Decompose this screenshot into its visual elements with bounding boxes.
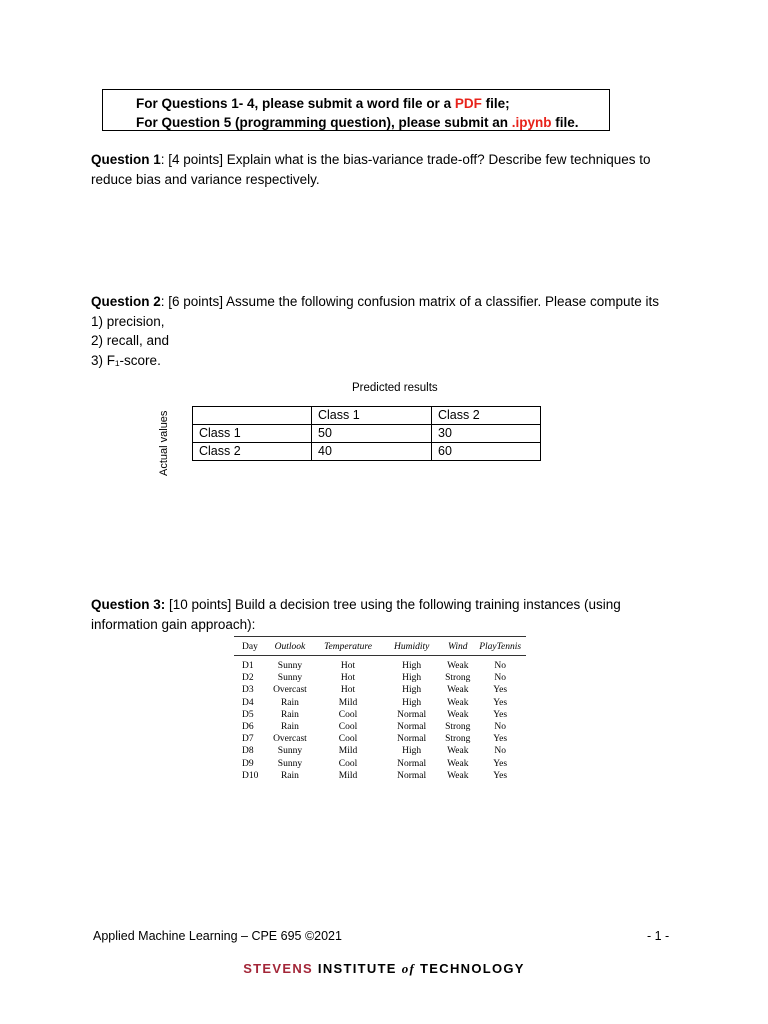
table-cell: D7: [242, 734, 254, 745]
value-cell: 50: [312, 425, 432, 443]
table-cell: High: [402, 661, 422, 671]
table-row: [234, 745, 526, 757]
table-cell: Strong: [445, 734, 471, 745]
table-cell: Mild: [338, 746, 358, 757]
table-row: [234, 684, 526, 696]
confusion-matrix-caption: Predicted results: [352, 382, 438, 394]
table-cell: High: [402, 746, 422, 757]
table-cell: Rain: [280, 697, 299, 708]
table-cell: Cool: [338, 709, 358, 720]
table-cell: Normal: [397, 709, 427, 720]
footer-page-number: - 1 -: [647, 929, 670, 943]
table-cell: No: [494, 673, 506, 684]
submission-notice-box: [102, 89, 610, 131]
table-cell: Sunny: [277, 758, 303, 769]
table-cell: No: [494, 661, 506, 671]
table-cell: Yes: [493, 770, 508, 781]
training-table-body: [234, 656, 526, 782]
question-1-label: Question 1: [91, 152, 161, 167]
header-cell: Class 2: [432, 407, 541, 425]
table-row: [234, 733, 526, 745]
table-cell: Yes: [493, 685, 508, 696]
table-cell: Rain: [280, 770, 299, 781]
column-header: Outlook: [274, 642, 306, 652]
table-cell: D5: [242, 709, 254, 720]
table-row: [234, 697, 526, 709]
table-cell: Overcast: [273, 734, 307, 745]
header-cell: Class 1: [312, 407, 432, 425]
table-cell: Yes: [493, 709, 508, 720]
table-cell: Yes: [493, 758, 508, 769]
value-cell: 40: [312, 443, 432, 461]
column-header: Wind: [448, 642, 468, 652]
notice-line-1: For Questions 1- 4, please submit a word file or a PDF file;: [136, 96, 510, 111]
notice-line-2: For Question 5 (programming question), please submit an .ipynb file.: [136, 115, 579, 130]
table-cell: Normal: [397, 758, 427, 769]
question-1: [91, 150, 691, 189]
table-cell: Hot: [340, 685, 356, 696]
row-label-cell: Class 1: [193, 425, 312, 443]
table-row: [234, 770, 526, 782]
table-cell: Overcast: [273, 685, 307, 696]
stevens-brand-logo: STEVENS INSTITUTE of TECHNOLOGY: [243, 961, 525, 976]
table-cell: No: [494, 722, 506, 733]
table-cell: Cool: [338, 722, 358, 733]
table-cell: Strong: [445, 673, 471, 684]
question-3-text: [10 points] Build a decision tree using the following training instances (using information gain approach):: [91, 597, 621, 632]
table-cell: Yes: [493, 734, 508, 745]
table-cell: D10: [242, 770, 259, 781]
table-cell: Sunny: [277, 746, 303, 757]
question-3: [91, 595, 691, 634]
training-table-header: [234, 637, 526, 652]
table-cell: Rain: [280, 709, 299, 720]
column-header: Day: [242, 642, 258, 652]
table-cell: Hot: [340, 673, 356, 684]
pdf-highlight: PDF: [454, 96, 482, 111]
ipynb-highlight: .ipynb: [511, 115, 552, 130]
question-2-label: Question 2: [91, 294, 161, 309]
table-cell: Strong: [445, 722, 471, 733]
row-label-cell: Class 2: [193, 443, 312, 461]
value-cell: 60: [432, 443, 541, 461]
table-cell: Weak: [447, 661, 469, 671]
table-row: [234, 672, 526, 684]
table-cell: D6: [242, 722, 254, 733]
question-2-text: : [6 points] Assume the following confusion matrix of a classifier. Please compute its: [160, 294, 660, 309]
table-cell: D4: [242, 697, 254, 708]
table-cell: Normal: [397, 770, 427, 781]
table-row: [234, 709, 526, 721]
table-row: [234, 758, 526, 770]
table-cell: Mild: [338, 770, 358, 781]
table-cell: Weak: [447, 685, 469, 696]
table-cell: High: [402, 697, 422, 708]
table-cell: High: [402, 685, 422, 696]
question-2: [91, 292, 691, 370]
question-2-item: 2) recall, and: [91, 333, 170, 348]
column-header: PlayTennis: [479, 642, 522, 652]
table-cell: No: [494, 746, 506, 757]
table-cell: Cool: [338, 734, 358, 745]
table-cell: D9: [242, 758, 254, 769]
question-3-label: Question 3:: [91, 597, 166, 612]
question-2-item: 1) precision,: [91, 313, 165, 329]
table-cell: D8: [242, 746, 254, 757]
column-header: Humidity: [393, 642, 430, 652]
question-1-text: : [4 points] Explain what is the bias-variance trade-off? Describe few techniques to reduce bias and variance respectively.: [91, 152, 651, 187]
table-cell: Mild: [338, 697, 358, 708]
table-cell: D1: [242, 661, 254, 671]
table-cell: High: [402, 673, 422, 684]
training-instances-table: [234, 636, 526, 782]
footer-course: Applied Machine Learning – CPE 695 ©2021: [93, 929, 342, 943]
table-cell: Sunny: [277, 661, 303, 671]
table-cell: Cool: [338, 758, 358, 769]
table-cell: D2: [242, 673, 254, 684]
table-row: [234, 660, 526, 672]
confusion-matrix-side-label: Actual values: [158, 410, 170, 476]
column-header: Temperature: [324, 642, 372, 652]
table-cell: Rain: [280, 722, 299, 733]
table-cell: Hot: [340, 661, 356, 671]
table-cell: Weak: [447, 746, 469, 757]
table-cell: Weak: [447, 709, 469, 720]
table-cell: Normal: [397, 734, 427, 745]
confusion-matrix-table: [192, 406, 541, 461]
table-cell: Weak: [447, 697, 469, 708]
table-cell: Weak: [447, 758, 469, 769]
question-2-item: 3) F₁-score.: [91, 352, 161, 368]
confusion-matrix-row: [193, 443, 541, 461]
confusion-matrix-row: [193, 425, 541, 443]
table-cell: Yes: [493, 697, 508, 708]
confusion-matrix-header-row: [193, 407, 541, 425]
table-cell: D3: [242, 685, 254, 696]
table-cell: Weak: [447, 770, 469, 781]
table-row: [234, 721, 526, 733]
value-cell: 30: [432, 425, 541, 443]
table-cell: Normal: [397, 722, 427, 733]
table-cell: Sunny: [277, 673, 303, 684]
header-cell: [193, 407, 312, 425]
